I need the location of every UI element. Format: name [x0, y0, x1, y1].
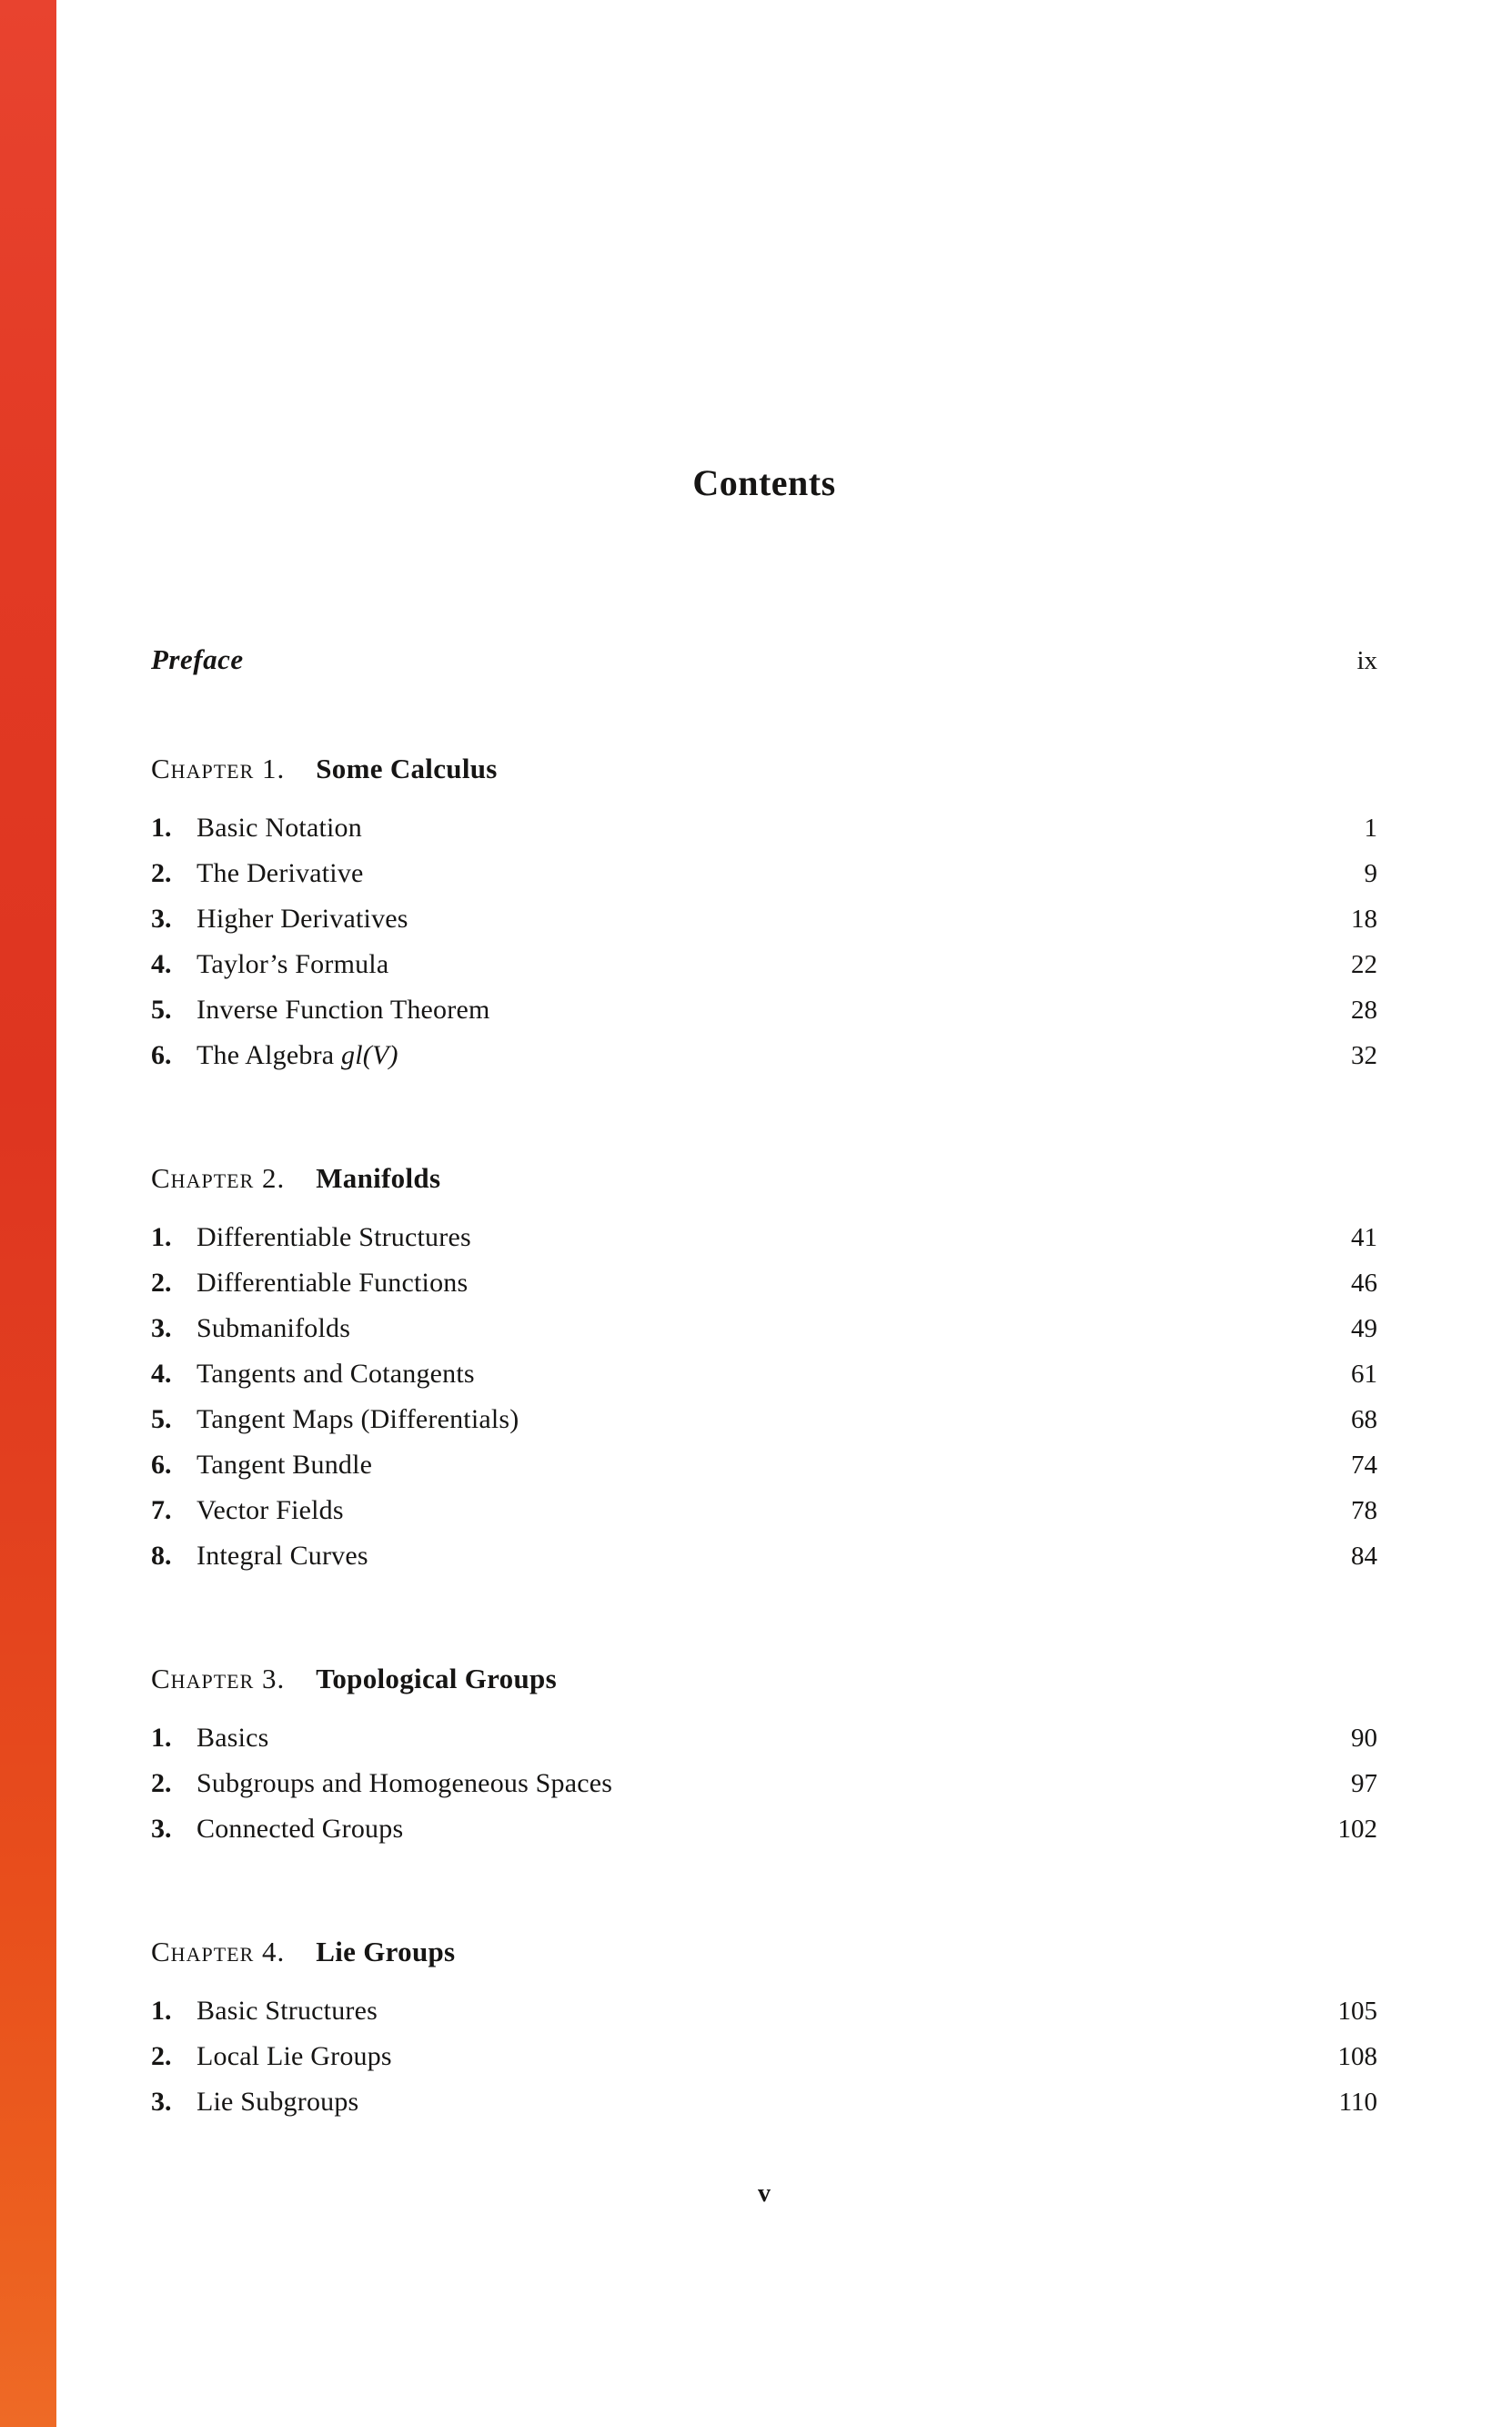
section-number: 1. [151, 1723, 172, 1753]
section-number: 2. [151, 858, 172, 888]
section-number: 3. [151, 2087, 172, 2117]
section-page-number: 46 [1351, 1269, 1377, 1298]
chapter-title: Some Calculus [316, 753, 498, 784]
section-page-number: 32 [1351, 1041, 1377, 1070]
section-number: 1. [151, 813, 172, 843]
book-spine-stripe [0, 0, 56, 2427]
section-title: Subgroups and Homogeneous Spaces [197, 1768, 613, 1798]
section-title: Local Lie Groups [197, 2041, 392, 2071]
section-title: Vector Fields [197, 1495, 344, 1525]
section-page-number: 18 [1351, 905, 1377, 934]
section-page-number: 28 [1351, 996, 1377, 1025]
section-number: 5. [151, 995, 172, 1025]
toc-row [151, 1723, 1377, 1768]
section-page-number: 41 [1351, 1223, 1377, 1252]
chapter-label: Chapter 4. [151, 1936, 286, 1967]
section-title: Taylor’s Formula [197, 949, 389, 979]
section-page-number: 108 [1337, 2042, 1377, 2071]
section-title: Lie Subgroups [197, 2087, 359, 2117]
section-page-number: 22 [1351, 950, 1377, 979]
section-number: 1. [151, 1222, 172, 1252]
chapter-title: Lie Groups [316, 1936, 456, 1967]
section-number: 2. [151, 1768, 172, 1798]
section-page-number: 84 [1351, 1542, 1377, 1571]
toc-row [151, 1495, 1377, 1541]
section-number: 8. [151, 1541, 172, 1571]
toc-row [151, 1313, 1377, 1359]
toc-row [151, 1996, 1377, 2041]
toc-row [151, 1450, 1377, 1495]
section-number: 1. [151, 1996, 172, 2026]
section-page-number: 97 [1351, 1769, 1377, 1798]
toc-row [151, 949, 1377, 995]
section-page-number: 74 [1351, 1451, 1377, 1480]
preface-row [151, 643, 1377, 676]
toc-row [151, 858, 1377, 904]
section-title: Tangent Bundle [197, 1450, 373, 1480]
chapter-section-list [151, 1996, 1377, 2132]
toc-row [151, 1541, 1377, 1586]
toc-row [151, 2087, 1377, 2132]
section-title: Basic Structures [197, 1996, 378, 2026]
section-number: 3. [151, 904, 172, 934]
toc-row [151, 1404, 1377, 1450]
section-number: 3. [151, 1814, 172, 1844]
section-title: Basics [197, 1723, 269, 1753]
page-title: Contents [692, 462, 836, 503]
toc-row [151, 1222, 1377, 1268]
toc-row [151, 813, 1377, 858]
toc-row [151, 995, 1377, 1040]
page-folio: v [758, 2179, 771, 2208]
section-number: 6. [151, 1450, 172, 1480]
section-page-number: 90 [1351, 1724, 1377, 1753]
toc-row [151, 904, 1377, 949]
toc-row [151, 1268, 1377, 1313]
section-title: Submanifolds [197, 1313, 351, 1343]
section-title: Tangent Maps (Differentials) [197, 1404, 519, 1434]
section-title: Higher Derivatives [197, 904, 408, 934]
toc-row [151, 1768, 1377, 1814]
chapter-label: Chapter 1. [151, 753, 286, 784]
section-number: 2. [151, 2041, 172, 2071]
section-title: Tangents and Cotangents [197, 1359, 475, 1389]
chapter-label: Chapter 3. [151, 1663, 286, 1694]
section-page-number: 78 [1351, 1496, 1377, 1525]
section-title: Connected Groups [197, 1814, 404, 1844]
toc-row [151, 2041, 1377, 2087]
section-title-math: gl(V) [341, 1040, 398, 1070]
toc-row [151, 1359, 1377, 1404]
section-title [197, 1040, 398, 1071]
section-number: 5. [151, 1404, 172, 1434]
section-title: Integral Curves [197, 1541, 368, 1571]
section-title: Basic Notation [197, 813, 362, 843]
chapter-section-list [151, 1222, 1377, 1586]
chapter-heading [151, 1659, 1377, 1699]
section-number: 6. [151, 1040, 172, 1070]
section-page-number: 68 [1351, 1405, 1377, 1434]
section-title: The Derivative [197, 858, 364, 888]
section-title: Differentiable Structures [197, 1222, 471, 1252]
section-number: 4. [151, 949, 172, 979]
preface-label: Preface [151, 643, 244, 675]
chapter-label: Chapter 2. [151, 1162, 286, 1194]
section-page-number: 61 [1351, 1360, 1377, 1389]
section-page-number: 102 [1337, 1815, 1377, 1844]
toc-row [151, 1040, 1377, 1086]
section-title-text: The Algebra [197, 1040, 342, 1070]
toc-row [151, 1814, 1377, 1859]
toc-page [151, 0, 1377, 2209]
section-title: Inverse Function Theorem [197, 995, 490, 1025]
chapter-section-list [151, 1723, 1377, 1859]
section-page-number: 49 [1351, 1314, 1377, 1343]
section-number: 4. [151, 1359, 172, 1389]
section-page-number: 9 [1364, 859, 1377, 888]
section-number: 7. [151, 1495, 172, 1525]
chapter-heading [151, 1932, 1377, 1972]
chapter-title: Topological Groups [316, 1663, 557, 1694]
section-number: 3. [151, 1313, 172, 1343]
section-page-number: 110 [1338, 2088, 1377, 2117]
chapter-title: Manifolds [316, 1162, 441, 1194]
preface-page-number: ix [1356, 646, 1377, 675]
chapter-section-list [151, 813, 1377, 1086]
section-page-number: 105 [1337, 1997, 1377, 2026]
chapter-heading [151, 749, 1377, 789]
section-title: Differentiable Functions [197, 1268, 469, 1298]
section-page-number: 1 [1364, 814, 1377, 843]
section-number: 2. [151, 1268, 172, 1298]
chapter-heading [151, 1158, 1377, 1198]
